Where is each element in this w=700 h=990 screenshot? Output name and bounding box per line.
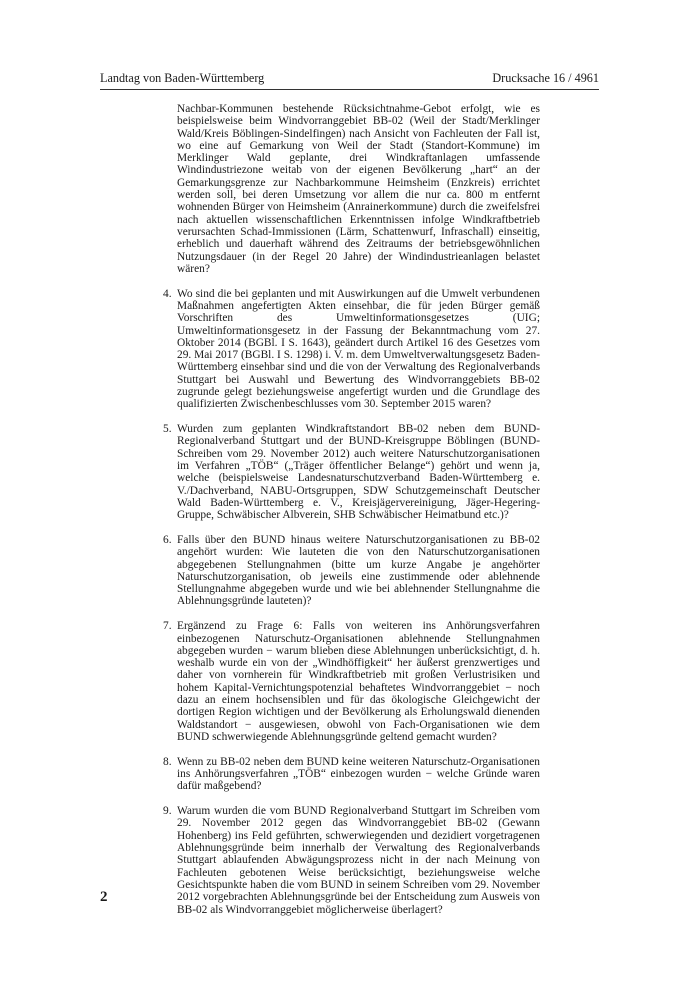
question-number: 7. [163,620,172,633]
question-list [100,288,540,916]
page-number: 2 [100,889,108,905]
question-number: 4. [163,287,172,300]
question-text: Wenn zu BB-02 neben dem BUND keine weiteren Naturschutz-Organisationen ins Anhörungsverfahren „TÖB“ einbezogen wurden − welche Gründe waren dafür maßgebend? [177,755,540,793]
document-body [100,103,540,916]
question-item [163,755,540,793]
continued-question-text: Nachbar-Kommunen bestehende Rücksichtnahme-Gebot erfolgt, wie es beispielsweise beim Windvorranggebiet BB-02 (Weil der Stadt/Merklinger Wald/Kreis Böblingen-Sindelfingen) nach Ansicht von Fachleuten der Fall ist, wo eine auf Gemarkung von Weil der Stadt (Standort-Kommune) im Merklinger Wald geplante, drei Windkraftanlagen umfassende Windindustriezone weitab von der eigenen Bevölkerung „hart“ an der Gemarkungsgrenze zur Nachbarkommune Heimsheim (Enzkreis) errichtet werden soll, bei deren Umsetzung vor allem die nur ca. 800 m entfernt wohnenden Bürger von Heimsheim (Anrainerkommune) durch die zweifelsfrei nach aktuellen wissenschaftlichen Erkenntnissen infolge Windkraftbetrieb verursachten Schad-Immissionen (Lärm, Schattenwurf, Infraschall) einseitig, erheblich und dauerhaft während des Zeitraums der betriebsgewöhnlichen Nutzungsdauer (in der Regel 20 Jahre) der Windindustrieanlagen belastet wären? [177,103,540,275]
page-header [100,70,599,86]
header-parliament-name: Landtag von Baden-Württemberg [100,71,265,85]
question-text: Warum wurden die vom BUND Regionalverband Stuttgart im Schreiben vom 29. November 2012 gegen das Windvorranggebiet BB-02 (Gewann Hohenberg) ins Feld geführten, schwerwiegenden und dezidiert vorgetragenen Ablehnungsgründe beim innerhalb der Verwaltung des Regionalverbands Stuttgart ablaufenden Abwägungsprozess nicht in der nach Meinung von Fachleuten gebotenen Weise berücksichtigt, beziehungsweise welche Gesichtspunkte haben die vom BUND in seinem Schreiben vom 29. November 2012 vorgebrachten Ablehnungsgründe bei der Entscheidung zum Ausweis von BB-02 als Windvorranggebiet möglicherweise überlagert? [177,805,540,916]
question-item [163,620,540,743]
question-item [163,287,540,411]
question-text: Ergänzend zu Frage 6: Falls von weiteren ins Anhörungsverfahren einbezogenen Naturschutz-Organisationen ablehnende Stellungnahmen abgegeben wurden − warum blieben diese Ablehnungen unberücksichtigt, d. h. weshalb wurde ein von der „Windhöffigkeit“ her äußerst grenzwertiges und daher von vornherein für Windkraftbetrieb mit großen Verlustrisiken und hohem Kapital-Vernichtungspotenzial behaftetes Windvorranggebiet − noch dazu an einem hochsensiblen und für das ökologische Gleichgewicht der dortigen Region wichtigen und der Bevölkerung als Erholungswald dienenden Waldstandort − ausgewiesen, obwohl von Fach-Organisationen wie dem BUND schwerwiegende Ablehnungsgründe geltend gemacht wurden? [177,620,540,743]
question-text: Wurden zum geplanten Windkraftstandort BB-02 neben dem BUND-Regionalverband Stuttgart und der BUND-Kreisgruppe Böblingen (BUND-Schreiben vom 29. November 2012) auch weitere Naturschutzorganisationen im Verfahren „TÖB“ („Träger öffentlicher Belange“) gehört und wenn ja, welche (beispielsweise Landesnaturschutzverband Baden-Württemberg e. V./Dachverband, NABU-Ortsgruppen, SDW Schutzgemeinschaft Deutscher Wald Baden-Württemberg e. V., Kreisjägervereinigung, Jäger-Hegering-Gruppe, Schwäbischer Albverein, SHB Schwäbischer Heimatbund etc.)? [177,423,540,522]
question-item [163,423,540,522]
header-divider [100,89,599,90]
question-text: Falls über den BUND hinaus weitere Naturschutzorganisationen zu BB-02 angehört wurden: Wie lauteten die von den Naturschutzorganisationen abgegebenen Stellungnahmen (bitte um kurze Angabe je angehörter Naturschutzorganisation, ob jeweils eine zustimmende oder ablehnende Stellungnahme abgegeben wurde und wie bei ablehnender Stellungnahme die Ablehnungsgründe lauteten)? [177,534,540,608]
question-number: 8. [163,755,172,768]
header-document-number: Drucksache 16 / 4961 [492,71,599,85]
question-number: 5. [163,423,172,436]
question-number: 9. [163,805,172,818]
question-number: 6. [163,534,172,546]
question-item [163,534,540,608]
question-text: Wo sind die bei geplanten und mit Auswirkungen auf die Umwelt verbundenen Maßnahmen angefertigten Akten einsehbar, die für jeden Bürger gemäß Vorschriften des Umweltinformationsgesetzes (UIG; Umweltinformationsgesetz in der Fassung der Bekanntmachung vom 27. Oktober 2014 (BGBl. I S. 1643), geändert durch Artikel 16 des Gesetzes vom 29. Mai 2017 (BGBl. I S. 1298) i. V. m. dem Umweltverwaltungsgesetz Baden-Württemberg einsehbar sind und die von der Verwaltung des Regionalverbands Stuttgart bei Auswahl und Bewertung des Windvorranggebiets BB-02 zugrunde gelegt beziehungsweise angefertigt wurden und die Grundlage des qualifizierten Zwischenbeschlusses vom 30. September 2015 waren? [177,287,540,411]
question-item [163,805,540,916]
